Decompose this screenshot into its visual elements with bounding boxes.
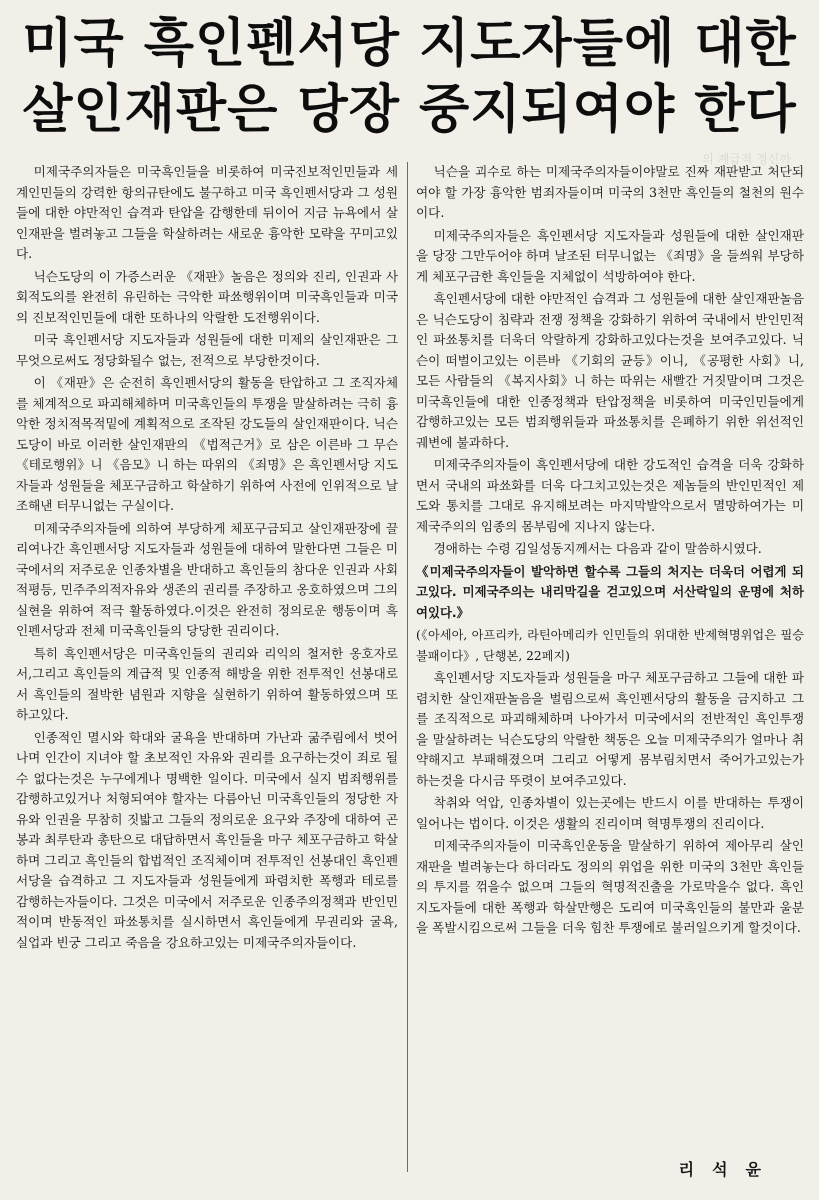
headline-line-1: 미국 흑인펜서당 지도자들에 대한 (22, 14, 797, 74)
paragraph: 흑인펜서당에 대한 야만적인 습격과 그 성원들에 대한 살인재판놀음은 닉슨도당이 침략과 전쟁 정책을 강화하기 위하여 국내에서 반인민적인 파쑈통치를 더욱더 악랄하게 강화하고있다는것을 보여주고있다. 닉슨이 떠벌이고있는 이른바 《기회의 균등》이니, 《공평한 사회》니, 모든 사람들의 《복지사회》니 하는 따위는 새빨간 거짓말이며 그것은 미국흑인들에 대한 인종정책과 탄압정책을 비롯하여 미국인민들에게 감행하고있는 모든 범죄행위들과 파쑈통치를 은폐하기 위한 위선적인 궤변에 불과하다. (416, 291, 804, 450)
paragraph: 특히 흑인펜서당은 미국흑인들의 권리와 리익의 철저한 옹호자로서,그리고 흑인들의 계급적 및 인종적 해방을 위한 전투적인 선봉대로서 흑인들의 절박한 념원과 지향을 실현하기 위하여 활동하였으며 또 하고있다. (16, 645, 398, 722)
paragraph: 닉슨을 괴수로 하는 미제국주의자들이야말로 진짜 재판받고 처단되여야 할 가장 흉악한 범죄자들이며 미국의 3천만 흑인들의 철천의 원수이다. (416, 164, 804, 220)
paragraph: 경애하는 수령 김일성동지께서는 다음과 같이 말씀하시였다. (433, 541, 762, 556)
paragraph: 이 《재판》은 순전히 흑인펜서당의 활동을 탄압하고 그 조직자체를 체계적으로 파괴해체하며 미국흑인들의 투쟁을 말살하려는 극히 흉악한 정치적목적밑에 계획적으로 조작된 강도들의 살인재판이다. 닉슨도당이 바로 이러한 살인재판의 《법적근거》로 삼은 이른바 그 무슨 《테로행위》니 《음모》니 하는 따위의 《죄명》은 흑인펜서당 지도자들과 성원들을 체포구금하고 학살하기 위하여 사전에 인위적으로 날조해낸 터무니없는 구실이다. (16, 375, 398, 513)
article-column-left (16, 162, 398, 955)
paragraph: 미제국주의자들이 흑인펜서당에 대한 강도적인 습격을 더욱 강화하면서 국내의 파쑈화를 더욱 다그치고있는것은 제놈들의 반인민적인 제도와 통치를 그대로 유지해보려는 마지막발악으로서 멸망하여가는 미제국주의의 임종의 몸부림에 지나지 않는다. (416, 457, 804, 534)
paragraph: 미제국주의자들은 흑인펜서당 지도자들과 성원들에 대한 살인재판을 당장 그만두어야 하며 날조된 터무니없는 《죄명》을 들씌워 부당하게 체포구금한 흑인들을 지체없이 석방하여야 한다. (416, 227, 804, 284)
paragraph: 미제국주의자들에 의하여 부당하게 체포구금되고 살인재판장에 끌리여나간 흑인펜서당 지도자들과 성원들에 대하여 말한다면 그들은 미국에서의 저주로운 인종차별을 반대하고 흑인들의 참다운 인권과 사회적평등, 민주주의적자유와 생존의 권리를 주장하고 옹호하였으며 그의 실현을 위하여 적극 활동하였다.이것은 완전히 정의로운 행동이며 흑인펜서당과 전체 미국흑인들의 당당한 권리이다. (16, 520, 398, 638)
paragraph: 미국 흑인펜서당 지도자들과 성원들에 대한 미제의 살인재판은 그 무엇으로써도 정당화될수 없는, 전적으로 부당한것이다. (16, 332, 398, 368)
paragraph: 미제국주의자들이 미국흑인운동을 말살하기 위하여 제아무리 살인재판을 벌려놓는다 하더라도 정의의 위업을 위한 미국의 3천만 흑인들의 투지를 꺾을수 없으며 그들의 혁명적진출을 가로막을수 없다. 흑인지도자들에 대한 폭행과 학살만행은 도리여 미국흑인들의 불만과 울분을 폭발시킴으로써 그들을 더욱 힘찬 투쟁에로 불러일으키게 할것이다. (416, 838, 804, 935)
author-byline: 리석윤 (678, 1160, 779, 1179)
paragraph: 미제국주의자들은 미국흑인들을 비롯하여 미국진보적인민들과 세계인민들의 강력한 항의규탄에도 불구하고 미국 흑인펜서당과 그 성원들에 대한 야만적인 습격과 탄압을 감행한데 뒤이어 지금 뉴욕에서 살인재판을 벌려놓고 그들을 학살하려는 새로운 흉악한 모략을 꾸미고있다. (16, 164, 398, 261)
headline-line-2: 살인재판은 당장 중지되여야 한다 (22, 80, 797, 140)
column-divider (407, 162, 408, 1172)
leader-quote: 《미제국주의자들이 발악하면 할수록 그들의 처지는 더욱더 어렵게 되고있다. 미제국주의는 내리막길을 걷고있으며 서산락일의 운명에 처하여있다.》 (416, 563, 804, 620)
paragraph: 인종적인 멸시와 학대와 굴욕을 반대하며 가난과 굶주림에서 벗어나며 인간이 지녀야 할 초보적인 자유와 권리를 요구하는것이 죄로 될수 없다는것은 누구에게나 명백한 일이다. 미국에서 실지 범죄행위를 감행하고있거나 처형되여야 할자는 다름아닌 미국흑인들의 정당한 자유와 인권을 무참히 짓밟고 그들의 정의로운 요구와 주장에 대하여 곤봉과 최루탄과 총탄으로 대답하면서 흑인들을 마구 체포구금하고 학살하며 그리고 흑인들의 합법적인 조직체이며 전투적인 선봉대인 흑인펜서당을 습격하고 그 지도자들과 성원들에게 파렴치한 폭행과 테로를 감행하는자들이다. 그것은 미국에서 저주로운 인종주의정책과 반인민적이며 반동적인 파쑈통치를 실시하면서 흑인들에게 무권리와 굴욕, 실업과 빈궁 그리고 죽음을 강요하고있는 미제국주의자들이다. (16, 729, 398, 950)
quote-citation: (《아세아, 아프리카, 라틴아메리카 인민들의 위대한 반제혁명위업은 필승불패이다》, 단행본, 22페지) (416, 628, 804, 663)
article-column-right (416, 162, 804, 941)
paragraph: 흑인펜서당 지도자들과 성원들을 마구 체포구금하고 그들에 대한 파렴치한 살인재판놀음을 벌림으로써 흑인펜서당의 활동을 금지하고 그를 조직적으로 파괴해체하며 나아가서 미국에서의 전반적인 흑인투쟁을 말살하려는 닉슨도당의 악랄한 책동은 오늘 미제국주의가 얼마나 취약해지고 부패해졌으며 그리고 어떻게 몸부림치면서 죽어가고있는가 하는것을 다시금 뚜렷이 보여주고있다. (416, 670, 804, 788)
bleed-through-text: 의 계급적 정신까 (702, 152, 791, 166)
paragraph: 닉슨도당의 이 가증스러운 《재판》놀음은 정의와 진리, 인권과 사회적도의를 완전히 유린하는 극악한 파쑈행위이며 미국흑인들과 미국의 진보적인민들에 대한 또하나의 악랄한 도전행위이다. (16, 268, 398, 325)
headline (0, 0, 819, 150)
paragraph: 착취와 억압, 인종차별이 있는곳에는 반드시 이를 반대하는 투쟁이 일어나는 법이다. 이것은 생활의 진리이며 혁명투쟁의 진리이다. (416, 795, 804, 831)
